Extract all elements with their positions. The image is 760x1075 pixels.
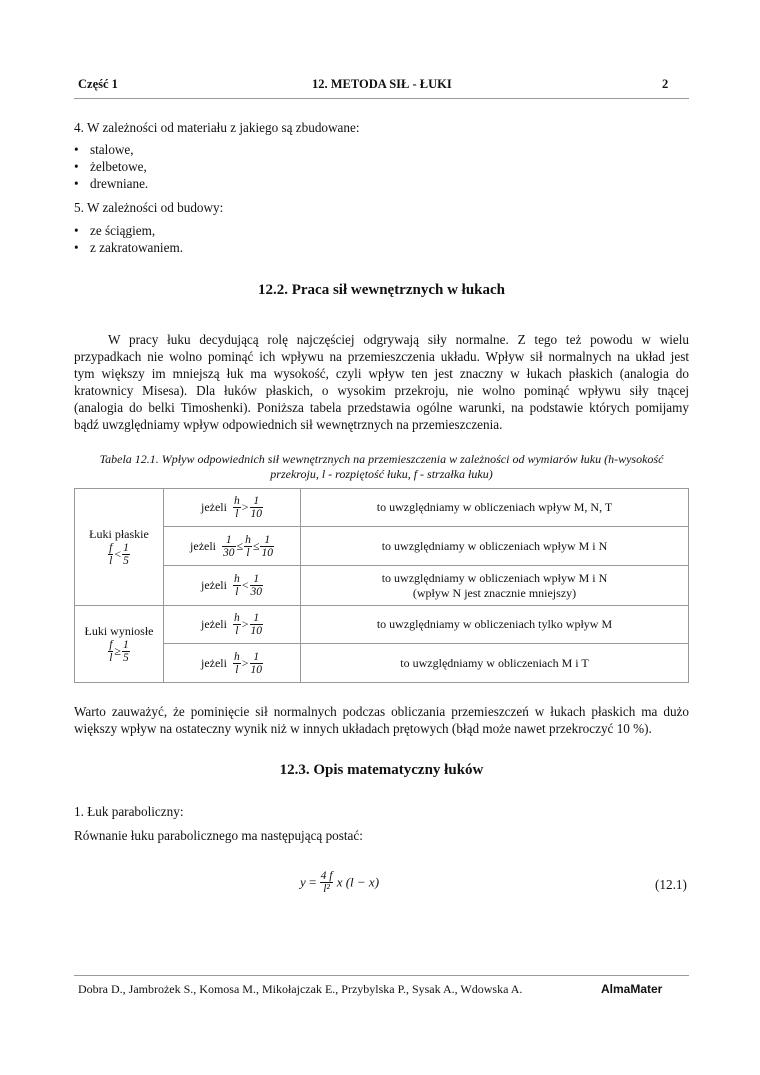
table-row — [75, 606, 689, 644]
group-condition: $\frac{f}{l}$ < $\frac{1}{5}$ — [109, 542, 129, 567]
fraction: $\frac{1}{30}$ — [223, 533, 235, 559]
result-cell: to uwzględniamy w obliczeniach wpływ M i N — [301, 527, 689, 566]
bullet: • — [74, 159, 79, 174]
bullet: • — [74, 176, 79, 191]
list-item: stalowe, — [90, 142, 134, 157]
group-label: Łuki płaskie — [89, 527, 149, 541]
result-cell: to uwzględniamy w obliczeniach wpływ M, N, T — [301, 489, 689, 527]
equation-intro: Równanie łuku parabolicznego ma następującą postać: — [74, 828, 363, 843]
bullet: • — [74, 240, 79, 255]
fraction: $\frac{h}{l}$ — [233, 495, 240, 520]
header-rule — [74, 98, 689, 99]
fraction: $\frac{h}{l}$ — [245, 533, 251, 559]
footer-rule — [74, 975, 689, 976]
group-flat-arches — [75, 489, 164, 606]
fraction: $\frac{1}{30}$ — [250, 573, 262, 598]
paragraph-line: W pracy łuku decydującą rolę najczęściej odgrywają siły normalne. Z tego też powodu w wielu — [108, 332, 689, 347]
fraction: $\frac{f}{l}$ — [109, 542, 113, 567]
paragraph-line: bądź uwzględniamy wpływ odpowiednich sił wewnętrznych na przemieszczenia. — [74, 417, 503, 432]
paragraph-line: przypadkach nie wolno pominąć ich wpływu na przemieszczenia układu. Wpływ sił normalnych na układ jest — [74, 349, 689, 364]
section-title-12-2: 12.2. Praca sił wewnętrznych w łukach — [257, 282, 506, 298]
footer-authors: Dobra D., Jambrożek S., Komosa M., Mikołajczak E., Przybylska P., Sysak A., Wdowska A. — [78, 982, 523, 996]
condition-cell: jeżeli $\frac{h}{l}$ > $\frac{1}{10}$ — [164, 606, 301, 644]
list-item: drewniane. — [90, 176, 149, 191]
equation-12-1: y = $\frac{4 f}{\text{l²}}$ x (l − x) — [300, 870, 380, 895]
bullet: • — [74, 223, 79, 238]
section-title-12-3: 12.3. Opis matematyczny łuków — [279, 762, 484, 778]
header-part: Część 1 — [78, 77, 118, 91]
influence-table — [74, 488, 689, 683]
list-item: ze ściągiem, — [90, 223, 156, 238]
table-row — [75, 644, 689, 683]
list-item: żelbetowe, — [90, 159, 147, 174]
bullet: • — [74, 142, 79, 157]
paragraph-line: kratownicy Misesa). Dla łuków płaskich, o wysokim przekroju, nie wolno pominąć wpływu siły tnącej — [74, 383, 689, 398]
table-row — [75, 527, 689, 566]
condition-cell: jeżeli $\frac{h}{l}$ > $\frac{1}{10}$ — [164, 644, 301, 683]
fraction: $\frac{1}{10}$ — [250, 612, 262, 637]
condition-cell: jeżeli $\frac{h}{l}$ > $\frac{1}{10}$ — [164, 489, 301, 527]
equation-number: (12.1) — [655, 877, 687, 892]
fraction: $\frac{h}{l}$ — [233, 612, 240, 637]
paragraph-line: tym większy im mniejszą łuk ma wysokość, czyli wpływ ten jest znaczny w łukach płaskich (analogia do — [74, 366, 689, 381]
table-row — [75, 566, 689, 606]
table-caption — [74, 452, 689, 482]
list-heading-material: 4. W zależności od materiału z jakiego są zbudowane: — [74, 120, 360, 135]
list-item-parabolic: 1. Łuk paraboliczny: — [74, 804, 184, 819]
group-high-arches — [75, 606, 164, 683]
fraction: $\frac{1}{10}$ — [250, 650, 262, 676]
result-cell: to uwzględniamy w obliczeniach tylko wpływ M — [301, 606, 689, 644]
fraction: $\frac{1}{10}$ — [261, 533, 273, 559]
fraction: $\frac{4 f}{\text{l²}}$ — [320, 870, 333, 895]
result-cell: to uwzględniamy w obliczeniach wpływ M i N (wpływ N jest znacznie mniejszy) — [301, 566, 689, 606]
paragraph-line: Warto zauważyć, że pominięcie sił normalnych podczas obliczania przemieszczeń w łukach płaskich ma dużo — [74, 704, 689, 719]
group-condition: $\frac{f}{l}$ ≥ $\frac{1}{5}$ — [109, 639, 129, 664]
condition-cell: jeżeli $\frac{h}{l}$ < $\frac{1}{30}$ — [164, 566, 301, 606]
fraction: $\frac{h}{l}$ — [233, 573, 240, 598]
paragraph-line: (analogia do belki Timoshenki). Poniższa tabela przedstawia ogólne warunki, na podstawie których pomijamy — [74, 400, 689, 415]
page-number: 2 — [662, 77, 669, 91]
paragraph-line: większy wpływ na ostateczny wynik niż w innych układach prętowych (błąd może nawet przekroczyć 10 %). — [74, 721, 652, 736]
condition-cell: jeżeli $\frac{1}{30}$ ≤ $\frac{h}{l}$ ≤ $\frac{1}{10}$ — [164, 527, 301, 566]
paragraph-note — [74, 703, 689, 737]
fraction: $\frac{1}{5}$ — [123, 639, 129, 664]
fraction: $\frac{f}{l}$ — [109, 639, 113, 664]
caption-line: przekroju, l - rozpiętość łuku, f - strzałka łuku) — [270, 467, 493, 481]
paragraph-internal-forces — [74, 331, 689, 433]
caption-line: Tabela 12.1. Wpływ odpowiednich sił wewnętrznych na przemieszczenia w zależności od wymiarów łuku (h-wysokość — [99, 452, 664, 466]
group-label: Łuki wyniosłe — [84, 624, 154, 638]
header-title: 12. METODA SIŁ - ŁUKI — [312, 77, 452, 91]
fraction: $\frac{h}{l}$ — [233, 650, 240, 676]
fraction: $\frac{1}{5}$ — [123, 542, 129, 567]
table-row — [75, 489, 689, 527]
footer-brand: AlmaMater — [601, 982, 663, 996]
fraction: $\frac{1}{10}$ — [250, 495, 262, 520]
result-cell: to uwzględniamy w obliczeniach M i T — [301, 644, 689, 683]
list-item: z zakratowaniem. — [90, 240, 183, 255]
list-heading-structure: 5. W zależności od budowy: — [74, 200, 224, 215]
